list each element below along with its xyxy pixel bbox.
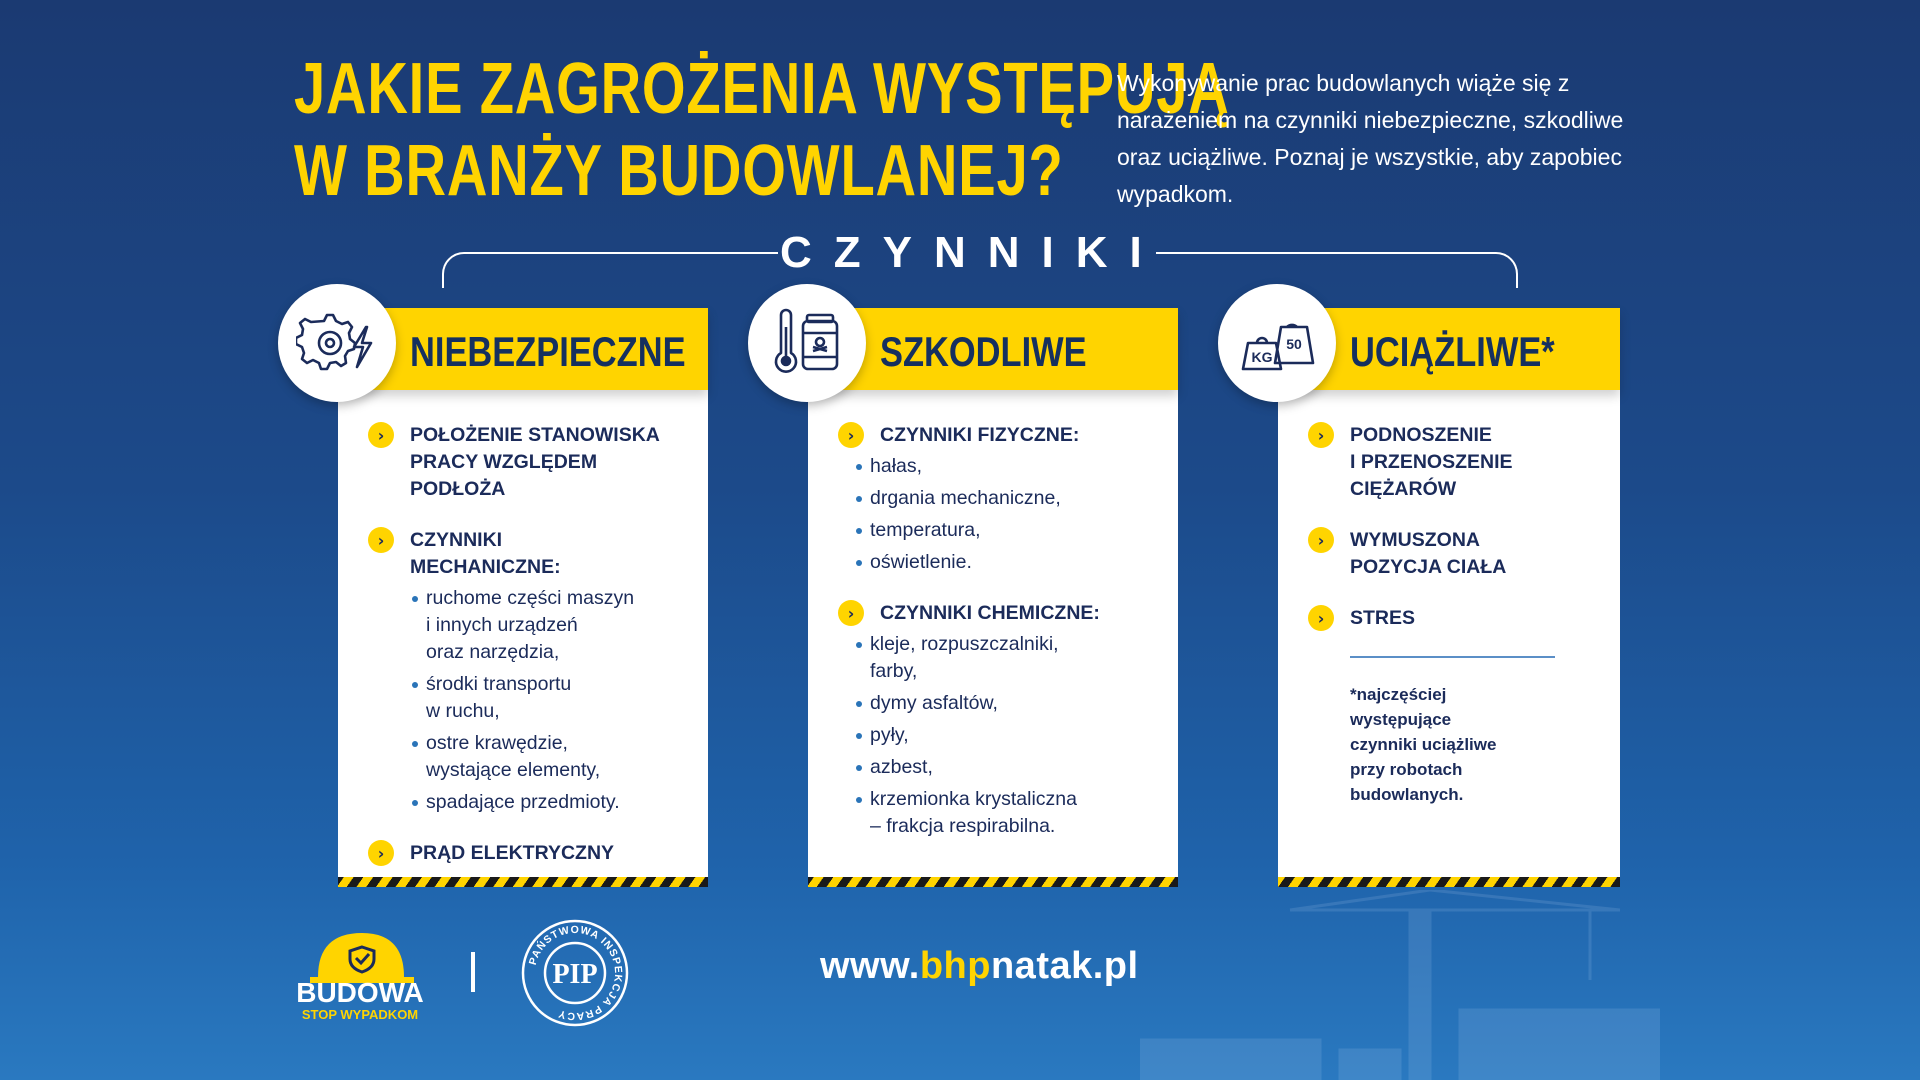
list-item — [838, 600, 1158, 840]
sub-item: kleje, rozpuszczalniki, farby, — [854, 631, 1158, 685]
list-item — [838, 422, 1158, 576]
item-title: WYMUSZONA POZYCJA CIAŁA — [1350, 529, 1507, 578]
pip-logo — [520, 918, 630, 1028]
weight-label-kg: KG — [1251, 349, 1273, 365]
item-title: CZYNNIKI FIZYCZNE: — [880, 424, 1080, 446]
card-niebezpieczne — [338, 312, 708, 887]
hazard-stripe — [1278, 877, 1620, 887]
footnote: *najczęściej występujące czynniki uciążliwe przy robotach budowlanych. — [1350, 685, 1497, 804]
thermometer-chemical-icon — [748, 284, 866, 402]
gear-lightning-icon — [278, 284, 396, 402]
chevron-right-icon: › — [368, 840, 394, 866]
hazard-stripe — [808, 877, 1178, 887]
title-line-1: JAKIE ZAGROŻENIA WYSTĘPUJĄ — [294, 49, 1230, 129]
chevron-right-icon: › — [1308, 605, 1334, 631]
card-title: UCIĄŻLIWE* — [1350, 328, 1555, 375]
page-title — [294, 48, 1230, 212]
item-title: POŁOŻENIE STANOWISKA PRACY WZGLĘDEM PODŁOŻA — [410, 424, 660, 500]
sub-item: temperatura, — [854, 517, 1158, 544]
chevron-right-icon: › — [1308, 422, 1334, 448]
list-item — [1308, 605, 1600, 632]
sub-item: hałas, — [854, 453, 1158, 480]
sub-item: krzemionka krystaliczna – frakcja respirabilna. — [854, 786, 1158, 840]
bracket-left — [442, 252, 778, 288]
sub-item: spadające przedmioty. — [410, 789, 688, 816]
sub-item: azbest, — [854, 754, 1158, 781]
weight-label-50: 50 — [1286, 336, 1302, 352]
chevron-right-icon: › — [838, 422, 864, 448]
website-link[interactable] — [820, 945, 1139, 988]
sub-list — [854, 453, 1158, 576]
list-item — [368, 422, 688, 503]
card-body — [838, 422, 1158, 864]
sub-item: oświetlenie. — [854, 549, 1158, 576]
item-title: CZYNNIKI CHEMICZNE: — [880, 602, 1100, 624]
sub-list — [410, 585, 688, 816]
pip-ring-text: PAŃSTWOWA INSPEKCJA PRACY — [526, 923, 625, 1023]
sub-item: ruchome części maszyn i innych urządzeń oraz narzędzia, — [410, 585, 688, 666]
card-body — [368, 422, 688, 891]
url-prefix: www. — [820, 945, 920, 987]
sub-item: środki transportu w ruchu, — [410, 671, 688, 725]
card-body — [1308, 422, 1600, 807]
card-uciazliwe — [1251, 312, 1620, 887]
note-divider — [1350, 656, 1555, 658]
title-line-2: W BRANŻY BUDOWLANEJ? — [294, 131, 1064, 211]
card-title: NIEBEZPIECZNE — [410, 328, 686, 375]
item-title: CZYNNIKI MECHANICZNE: — [410, 529, 561, 578]
sub-item: drgania mechaniczne, — [854, 485, 1158, 512]
item-title: PRĄD ELEKTRYCZNY — [410, 842, 615, 864]
card-szkodliwe — [808, 312, 1178, 887]
sub-item: dymy asfaltów, — [854, 690, 1158, 717]
weights-icon — [1218, 284, 1336, 402]
sub-list — [854, 631, 1158, 840]
section-label: CZYNNIKI — [780, 228, 1164, 277]
logo-budowa-text: BUDOWA — [296, 977, 424, 1008]
chevron-right-icon: › — [1308, 527, 1334, 553]
chevron-right-icon: › — [368, 527, 394, 553]
budowa-logo — [290, 925, 430, 1025]
item-title: PODNOSZENIE I PRZENOSZENIE CIĘŻARÓW — [1350, 424, 1513, 500]
list-item — [1308, 422, 1600, 503]
list-item — [1308, 527, 1600, 581]
item-title: STRES — [1350, 607, 1416, 629]
chevron-right-icon: › — [838, 600, 864, 626]
url-accent: bhp — [919, 945, 991, 987]
logo-divider — [471, 952, 475, 992]
helmet-icon — [290, 925, 430, 985]
bracket-right — [1156, 252, 1518, 288]
list-item — [368, 840, 688, 867]
pip-mark: PIP — [552, 959, 598, 990]
intro-text: Wykonywanie prac budowlanych wiąże się z narażeniem na czynniki niebezpieczne, szkodliwe oraz uciążliwe. Poznaj je wszystkie, aby zapobiec wypadkom. — [1117, 70, 1624, 207]
logo-budowa-sub: STOP WYPADKOM — [301, 1007, 419, 1022]
list-item — [368, 527, 688, 816]
hazard-stripe — [338, 877, 708, 887]
sub-item: ostre krawędzie, wystające elementy, — [410, 730, 688, 784]
sub-item: pyły, — [854, 722, 1158, 749]
card-title: SZKODLIWE — [880, 328, 1087, 375]
crane-silhouette — [1140, 890, 1660, 1080]
chevron-right-icon: › — [368, 422, 394, 448]
url-suffix: natak.pl — [990, 945, 1139, 987]
